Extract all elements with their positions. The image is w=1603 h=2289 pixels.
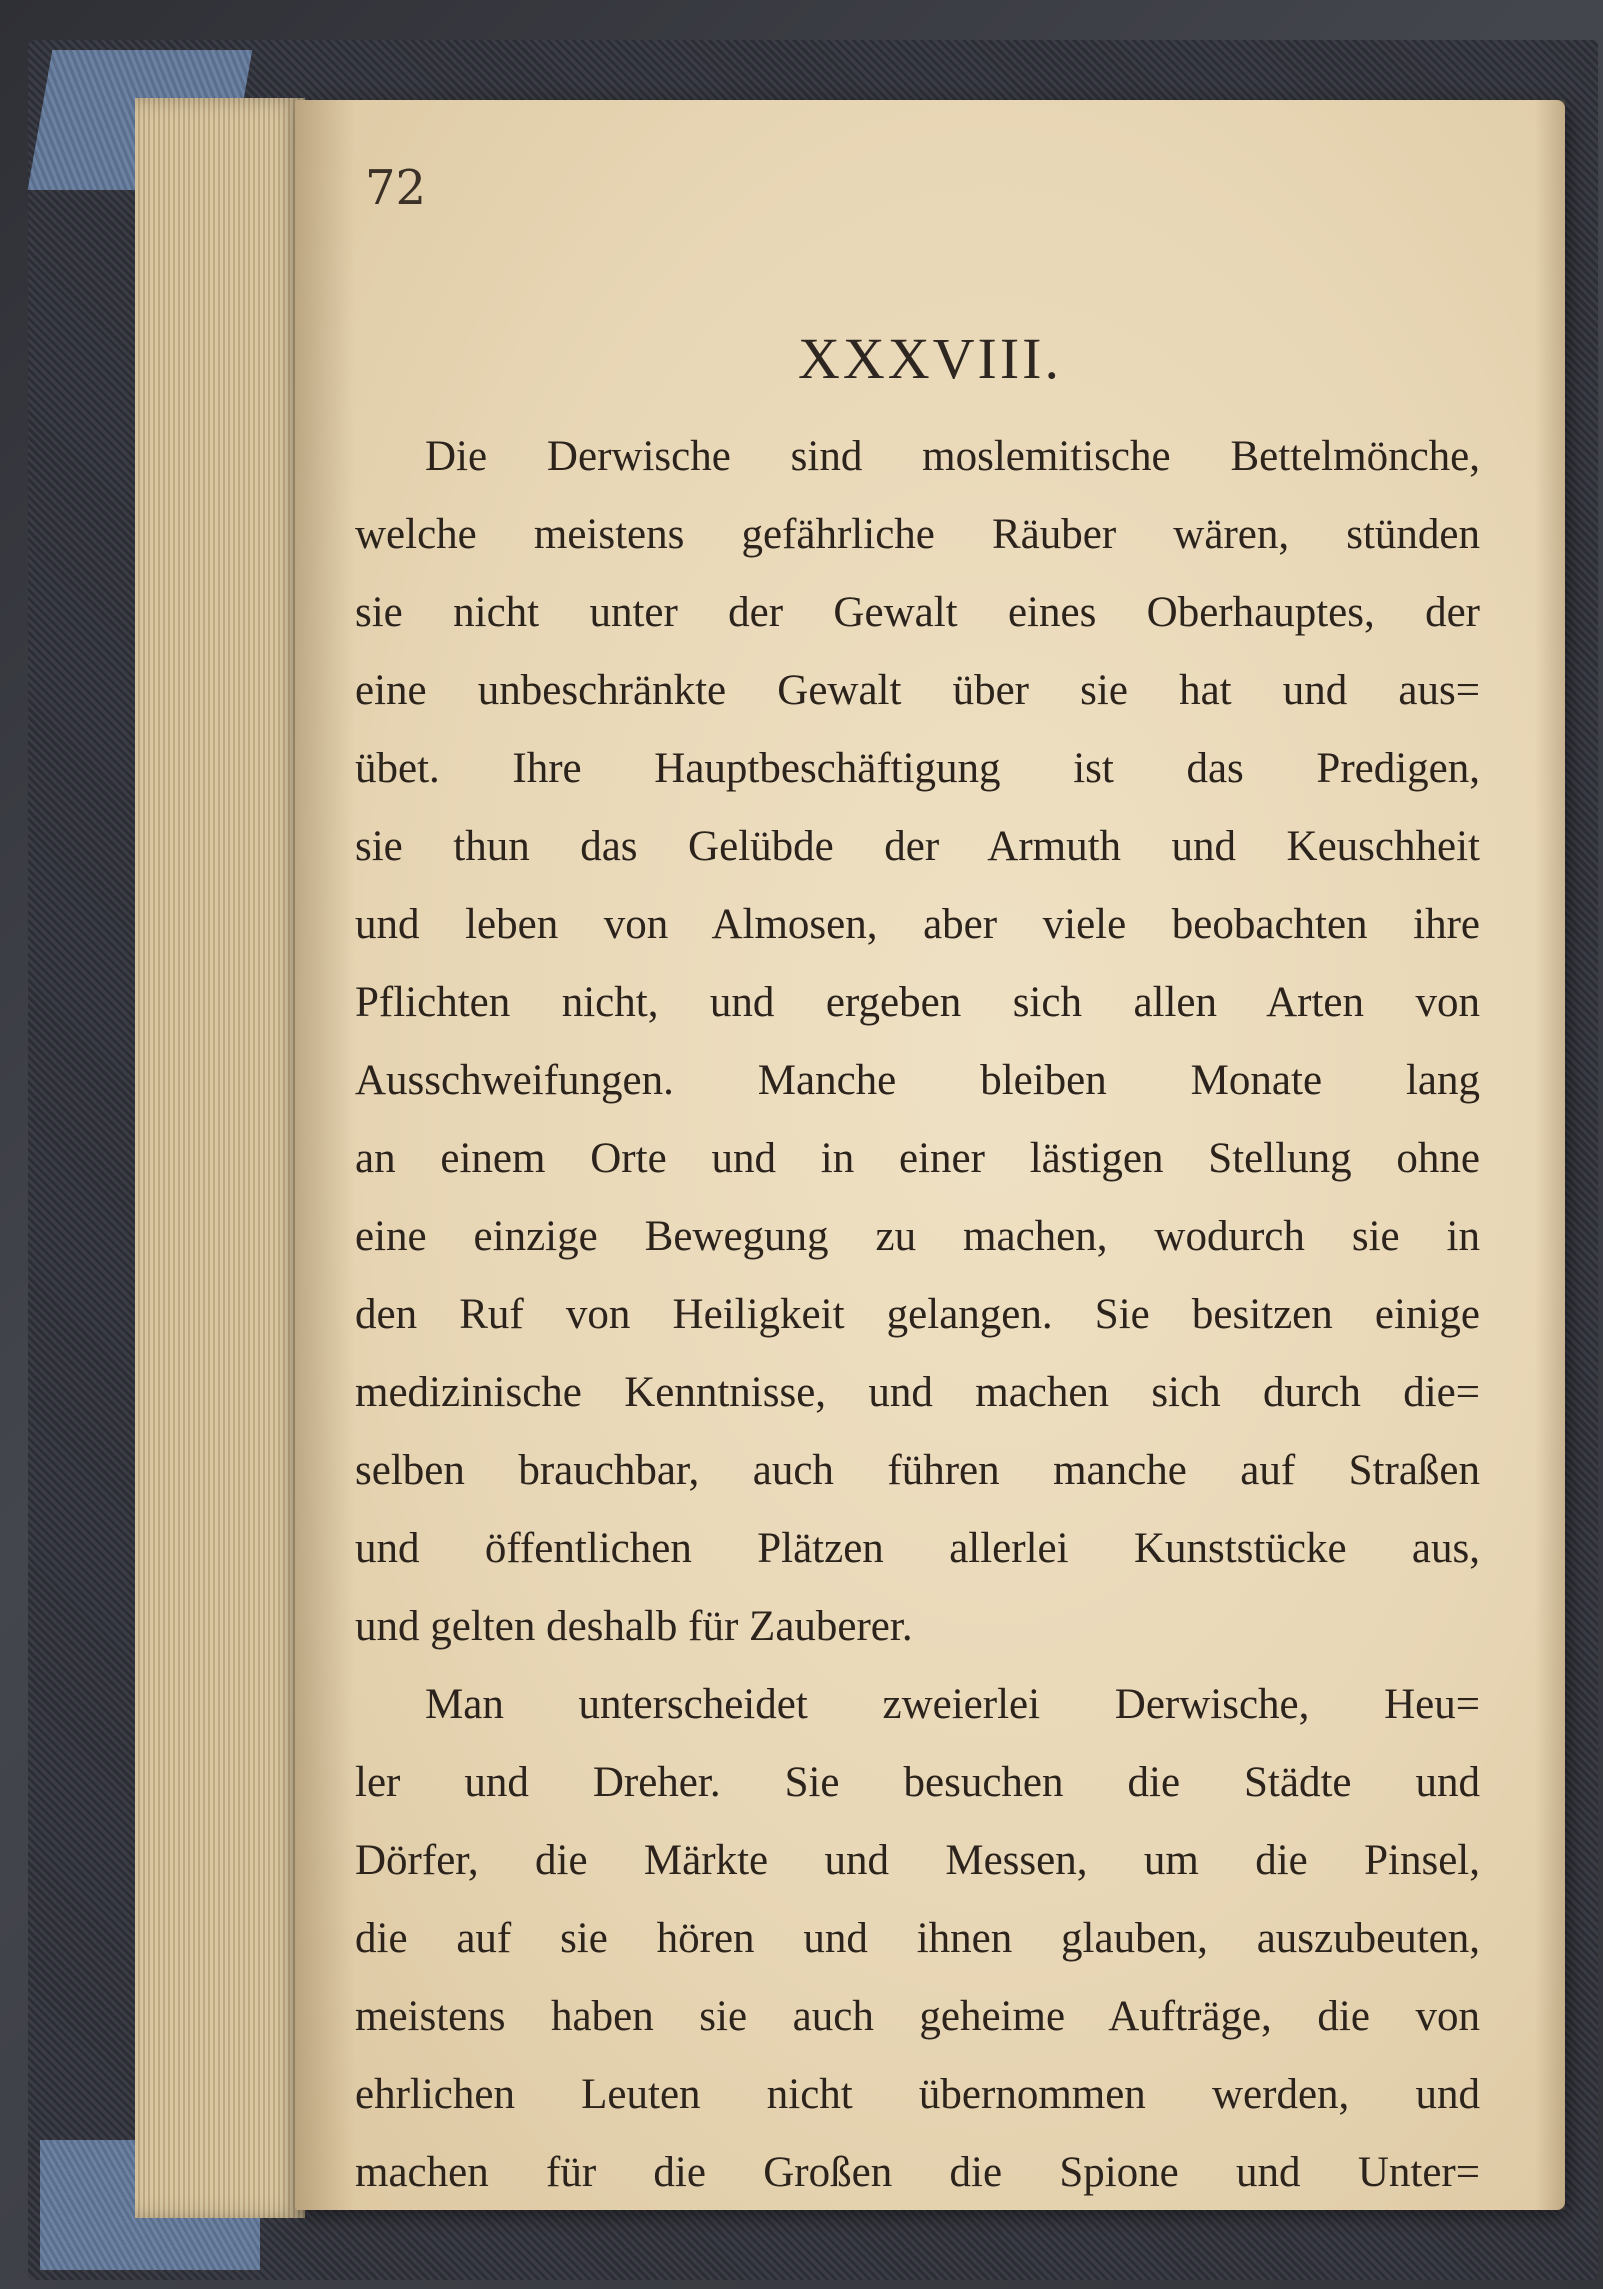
- text-line: machen für die Großen die Spione und Unter=: [355, 2149, 1480, 2196]
- text-line: an einem Orte und in einer lästigen Stellung ohne: [355, 1135, 1480, 1182]
- text-line: meistens haben sie auch geheime Aufträge, die von: [355, 1993, 1480, 2040]
- text-line: die auf sie hören und ihnen glauben, auszubeuten,: [355, 1915, 1480, 1962]
- text-line: Die Derwische sind moslemitische Bettelmönche,: [425, 433, 1480, 480]
- text-line: Pflichten nicht, und ergeben sich allen Arten von: [355, 979, 1480, 1026]
- text-line: sie thun das Gelübde der Armuth und Keuschheit: [355, 823, 1480, 870]
- text-line: ehrlichen Leuten nicht übernommen werden, und: [355, 2071, 1480, 2118]
- text-line: medizinische Kenntnisse, und machen sich durch die=: [355, 1369, 1480, 1416]
- page-number: 72: [365, 160, 427, 216]
- text-line: Dörfer, die Märkte und Messen, um die Pinsel,: [355, 1837, 1480, 1884]
- body-text: [355, 418, 1480, 2212]
- text-line: Ausschweifungen. Manche bleiben Monate lang: [355, 1057, 1480, 1104]
- text-line: eine unbeschränkte Gewalt über sie hat und aus=: [355, 667, 1480, 714]
- text-line: welche meistens gefährliche Räuber wären, stünden: [355, 511, 1480, 558]
- text-line: und leben von Almosen, aber viele beobachten ihre: [355, 901, 1480, 948]
- text-line: eine einzige Bewegung zu machen, wodurch sie in: [355, 1213, 1480, 1260]
- book-page: [295, 100, 1565, 2210]
- text-line: den Ruf von Heiligkeit gelangen. Sie besitzen einige: [355, 1291, 1480, 1338]
- text-line: übet. Ihre Hauptbeschäftigung ist das Predigen,: [355, 745, 1480, 792]
- text-line: selben brauchbar, auch führen manche auf Straßen: [355, 1447, 1480, 1494]
- text-line: ler und Dreher. Sie besuchen die Städte und: [355, 1759, 1480, 1806]
- text-line: und gelten deshalb für Zauberer.: [355, 1603, 913, 1650]
- text-line: sie nicht unter der Gewalt eines Oberhauptes, der: [355, 589, 1480, 636]
- text-line: Man unterscheidet zweierlei Derwische, Heu=: [425, 1681, 1480, 1728]
- text-line: und öffentlichen Plätzen allerlei Kunststücke aus,: [355, 1525, 1480, 1572]
- page-stack: [135, 98, 305, 2218]
- chapter-heading: XXXVIII.: [798, 326, 1062, 391]
